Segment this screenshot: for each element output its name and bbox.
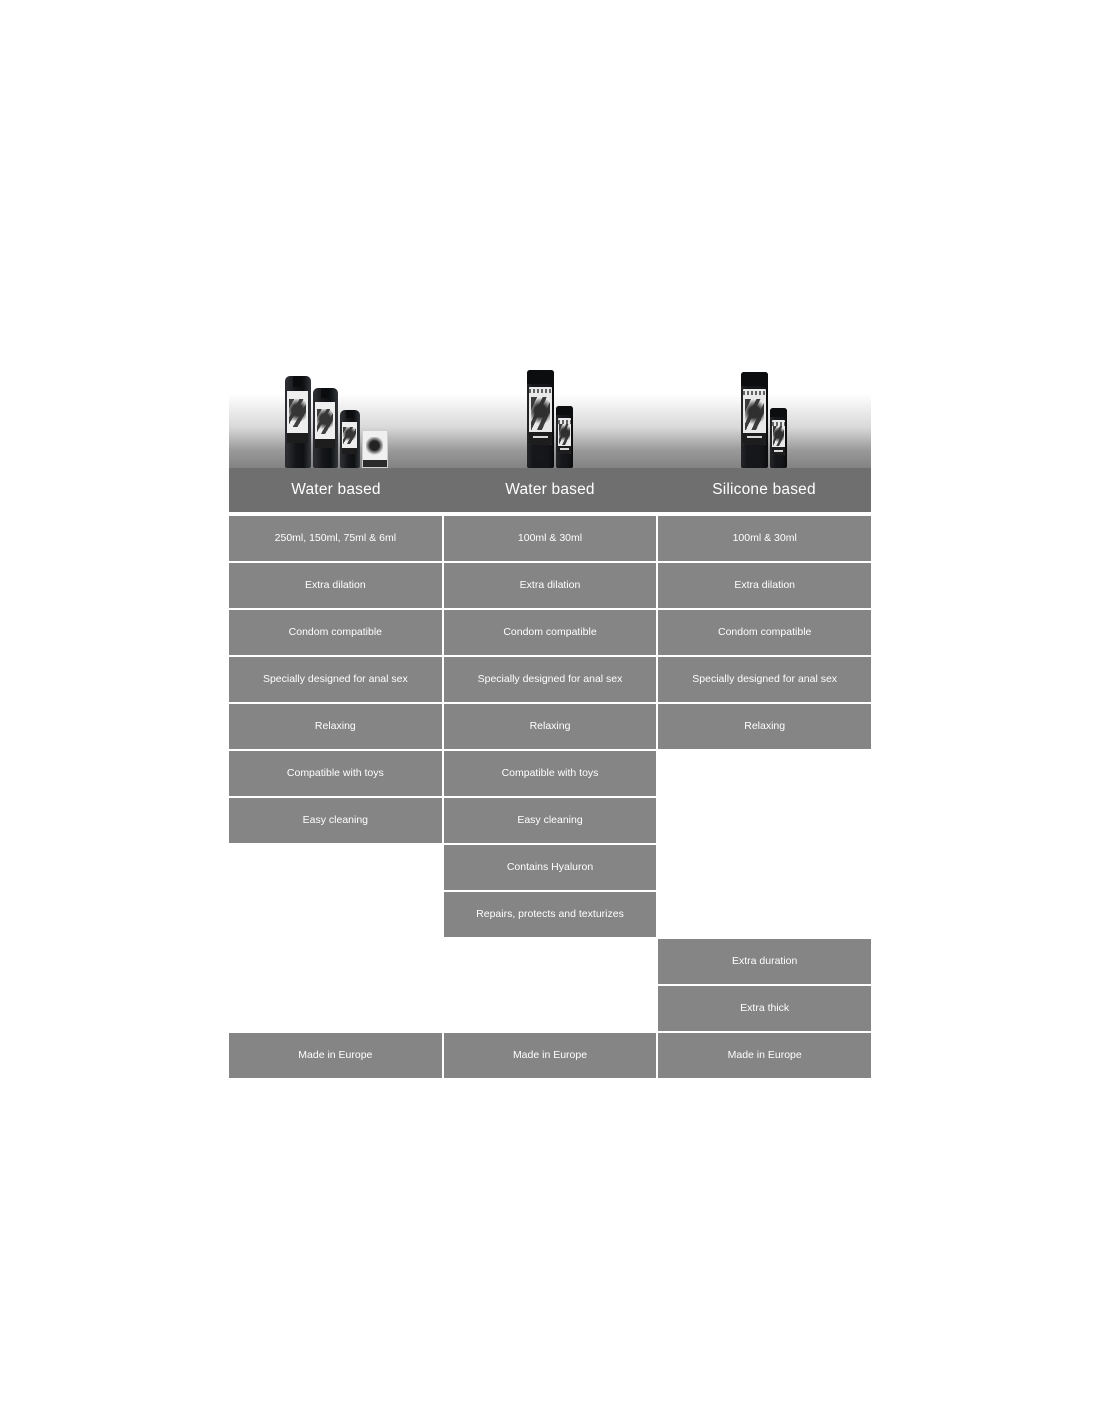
- cell-relaxing-1: Relaxing: [229, 704, 442, 749]
- column-header-1: Water based: [291, 481, 381, 498]
- cell-extra-dilation-1: Extra dilation: [229, 563, 442, 608]
- cell-extra-duration-2-empty: [444, 939, 657, 984]
- cell-relaxing-3: Relaxing: [658, 704, 871, 749]
- cell-toys-3-empty: [658, 751, 871, 796]
- table-row: [229, 751, 871, 796]
- column-header-2: Water based: [505, 481, 595, 498]
- cell-extra-dilation-2: Extra dilation: [444, 563, 657, 608]
- cell-repairs-2: Repairs, protects and texturizes: [444, 892, 657, 937]
- table-body: [229, 516, 871, 1078]
- product-image-cell-1: [229, 340, 443, 468]
- cell-easy-cleaning-2: Easy cleaning: [444, 798, 657, 843]
- cell-condom-compatible-2: Condom compatible: [444, 610, 657, 655]
- table-row: [229, 516, 871, 561]
- cell-made-in-europe-2: Made in Europe: [444, 1033, 657, 1078]
- cell-toys-2: Compatible with toys: [444, 751, 657, 796]
- tube-150ml-icon: [313, 388, 338, 468]
- product-comparison-table: [229, 340, 871, 1078]
- product-group-water-based-bottles: [443, 344, 657, 468]
- cell-easy-cleaning-3-empty: [658, 798, 871, 843]
- product-group-silicone-based-bottles: [657, 344, 871, 468]
- table-row: [229, 798, 871, 843]
- product-image-band: [229, 340, 871, 468]
- cell-hyaluron-1-empty: [229, 845, 442, 890]
- cell-anal-sex-2: Specially designed for anal sex: [444, 657, 657, 702]
- cell-repairs-3-empty: [658, 892, 871, 937]
- cell-sizes-1: 250ml, 150ml, 75ml & 6ml: [229, 516, 442, 561]
- bottle-30ml-icon: [556, 406, 573, 468]
- cell-made-in-europe-1: Made in Europe: [229, 1033, 442, 1078]
- tube-250ml-icon: [285, 376, 311, 468]
- cell-made-in-europe-3: Made in Europe: [658, 1033, 871, 1078]
- product-image-cell-2: [443, 340, 657, 468]
- cell-sizes-2: 100ml & 30ml: [444, 516, 657, 561]
- cell-hyaluron-2: Contains Hyaluron: [444, 845, 657, 890]
- sachet-6ml-icon: [362, 430, 388, 468]
- table-row: [229, 892, 871, 937]
- product-group-water-based-tubes: [229, 344, 443, 468]
- cell-easy-cleaning-1: Easy cleaning: [229, 798, 442, 843]
- product-image-cell-3: [657, 340, 871, 468]
- cell-toys-1: Compatible with toys: [229, 751, 442, 796]
- cell-repairs-1-empty: [229, 892, 442, 937]
- cell-condom-compatible-1: Condom compatible: [229, 610, 442, 655]
- bottle-silicone-100ml-icon: [741, 372, 768, 468]
- cell-extra-thick-1-empty: [229, 986, 442, 1031]
- table-row: [229, 563, 871, 608]
- cell-hyaluron-3-empty: [658, 845, 871, 890]
- table-row: [229, 939, 871, 984]
- cell-condom-compatible-3: Condom compatible: [658, 610, 871, 655]
- table-header-row: [229, 468, 871, 512]
- table-row: [229, 845, 871, 890]
- bottle-100ml-icon: [527, 370, 554, 468]
- table-row: [229, 657, 871, 702]
- cell-extra-dilation-3: Extra dilation: [658, 563, 871, 608]
- cell-extra-duration-1-empty: [229, 939, 442, 984]
- tube-75ml-icon: [340, 410, 360, 468]
- cell-extra-thick-2-empty: [444, 986, 657, 1031]
- table-row: [229, 1033, 871, 1078]
- cell-extra-duration-3: Extra duration: [658, 939, 871, 984]
- cell-extra-thick-3: Extra thick: [658, 986, 871, 1031]
- cell-anal-sex-3: Specially designed for anal sex: [658, 657, 871, 702]
- table-row: [229, 986, 871, 1031]
- bottle-silicone-30ml-icon: [770, 408, 787, 468]
- cell-anal-sex-1: Specially designed for anal sex: [229, 657, 442, 702]
- column-header-3: Silicone based: [712, 481, 816, 498]
- cell-sizes-3: 100ml & 30ml: [658, 516, 871, 561]
- table-row: [229, 610, 871, 655]
- table-row: [229, 704, 871, 749]
- cell-relaxing-2: Relaxing: [444, 704, 657, 749]
